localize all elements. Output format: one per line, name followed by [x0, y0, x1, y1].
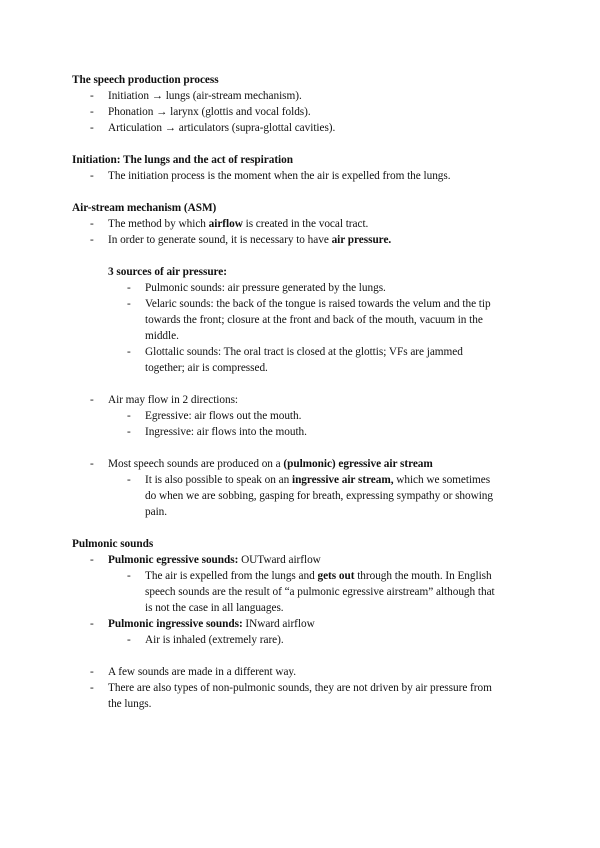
list-item-continued: the lungs. [108, 698, 152, 710]
heading-pulmonic-sounds: Pulmonic sounds [72, 538, 154, 550]
bullet-dash: - [127, 474, 131, 486]
list-item-continued: towards the front; closure at the front and back of the mouth, vacuum in the [145, 314, 483, 326]
bullet-dash: - [90, 122, 94, 134]
heading-asm: Air-stream mechanism (ASM) [72, 202, 217, 214]
list-item: Air is inhaled (extremely rare). [145, 634, 284, 646]
bullet-dash: - [127, 410, 131, 422]
subheading-air-pressure-sources: 3 sources of air pressure: [108, 266, 227, 278]
list-item: Air may flow in 2 directions: [108, 394, 239, 406]
list-item-continued: middle. [145, 330, 179, 342]
bullet-dash: - [90, 554, 94, 566]
list-item: Glottalic sounds: The oral tract is closed at the glottis; VFs are jammed [145, 346, 463, 358]
list-item: Most speech sounds are produced on a (pulmonic) egressive air stream [108, 458, 433, 470]
bullet-dash: - [90, 234, 94, 246]
bullet-dash: - [90, 618, 94, 630]
list-item: The air is expelled from the lungs and gets out through the mouth. In English [145, 570, 492, 582]
list-item-continued: speech sounds are the result of “a pulmonic egressive airstream” although that [145, 586, 495, 598]
list-item-continued: pain. [145, 506, 168, 518]
list-item: Initiation → lungs (air-stream mechanism). [108, 90, 302, 102]
bullet-dash: - [90, 682, 94, 694]
bullet-dash: - [127, 570, 131, 582]
list-item: It is also possible to speak on an ingressive air stream, which we sometimes [145, 474, 491, 486]
list-item-continued: do when we are sobbing, gasping for breath, expressing sympathy or showing [145, 490, 494, 502]
heading-speech-production: The speech production process [72, 74, 219, 86]
bullet-dash: - [90, 666, 94, 678]
list-item: Velaric sounds: the back of the tongue is raised towards the velum and the tip [145, 298, 491, 310]
list-item: Phonation → larynx (glottis and vocal folds). [108, 106, 311, 118]
list-item: Egressive: air flows out the mouth. [145, 410, 302, 422]
list-item: Ingressive: air flows into the mouth. [145, 426, 307, 438]
list-item: In order to generate sound, it is necessary to have air pressure. [108, 234, 392, 246]
list-item: Articulation → articulators (supra-glottal cavities). [108, 122, 336, 134]
list-item-continued: is not the case in all languages. [145, 602, 284, 614]
bullet-dash: - [127, 282, 131, 294]
bullet-dash: - [127, 346, 131, 358]
bullet-dash: - [90, 90, 94, 102]
list-item: Pulmonic sounds: air pressure generated by the lungs. [145, 282, 386, 294]
list-item-continued: together; air is compressed. [145, 362, 268, 374]
heading-initiation: Initiation: The lungs and the act of respiration [72, 154, 293, 166]
bullet-dash: - [90, 218, 94, 230]
list-item: Pulmonic ingressive sounds: INward airflow [108, 618, 315, 630]
list-item: A few sounds are made in a different way. [108, 666, 297, 678]
bullet-dash: - [90, 170, 94, 182]
list-item: Pulmonic egressive sounds: OUTward airflow [108, 554, 321, 566]
bullet-dash: - [127, 298, 131, 310]
bullet-dash: - [90, 458, 94, 470]
list-item: The initiation process is the moment when the air is expelled from the lungs. [108, 170, 451, 182]
bullet-dash: - [127, 426, 131, 438]
bullet-dash: - [90, 394, 94, 406]
bullet-dash: - [90, 106, 94, 118]
list-item: The method by which airflow is created in the vocal tract. [108, 218, 369, 230]
bullet-dash: - [127, 634, 131, 646]
list-item: There are also types of non-pulmonic sounds, they are not driven by air pressure from [108, 682, 492, 694]
